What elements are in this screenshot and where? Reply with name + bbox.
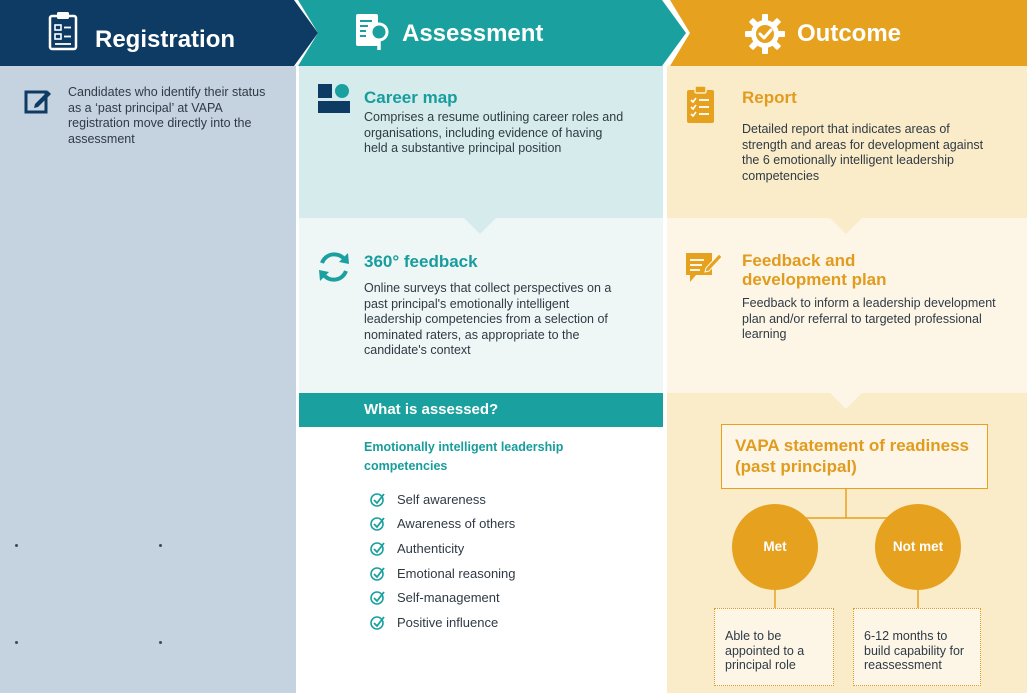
report-clipboard-icon	[686, 86, 716, 129]
competency-label: Self awareness	[397, 491, 486, 507]
competency-label: Awareness of others	[397, 516, 516, 532]
feedback-360-description: Online surveys that collect perspectives on a past principal's emotionally intelligent leadership competencies from a selection of nominated raters, as appropriate to the candidate's context	[364, 281, 612, 357]
list-item	[370, 610, 516, 635]
dot-marker	[159, 641, 162, 644]
feedback-plan-description: Feedback to inform a leadership development plan and/or referral to targeted professional learning	[742, 296, 996, 341]
competency-list	[370, 487, 516, 635]
list-item	[370, 512, 516, 537]
career-map-title: Career map	[364, 88, 458, 107]
career-map-description: Comprises a resume outlining career roles and organisations, including evidence of having held a substantive principal position	[364, 110, 624, 155]
competency-label: Emotional reasoning	[397, 565, 516, 581]
list-item	[370, 561, 516, 586]
feedback-speech-icon	[684, 249, 724, 292]
competency-label: Authenticity	[397, 540, 465, 556]
document-magnifier-icon	[354, 12, 394, 57]
competency-label: Positive influence	[397, 614, 499, 630]
check-circle-icon	[370, 566, 385, 581]
feedback-plan-title: Feedback and development plan	[742, 251, 887, 289]
competency-label: Self-management	[397, 590, 500, 606]
assessment-heading: Assessment	[402, 20, 544, 47]
check-circle-icon	[370, 492, 385, 507]
competencies-subtitle: Emotionally intelligent leadership competencies	[364, 440, 564, 473]
refresh-cycle-icon	[315, 248, 353, 291]
dot-marker	[15, 641, 18, 644]
report-notch	[830, 218, 862, 234]
check-circle-icon	[370, 516, 385, 531]
met-outcome-text: Able to be appointed to a principal role	[725, 629, 805, 672]
feedback-360-title: 360° feedback	[364, 252, 478, 271]
list-item	[370, 585, 516, 610]
gear-check-icon	[744, 13, 786, 60]
not-met-label: Not met	[892, 539, 944, 554]
not-met-outcome-box	[853, 608, 981, 686]
report-description: Detailed report that indicates areas of strength and areas for development against the 6 emotionally intelligent leadership competencies	[742, 122, 984, 183]
list-item	[370, 487, 516, 512]
not-met-outcome-text: 6-12 months to build capability for reassessment	[864, 629, 965, 672]
clipboard-form-icon	[48, 11, 78, 56]
career-map-icon	[318, 84, 350, 119]
statement-title: VAPA statement of readiness (past principal)	[735, 436, 969, 476]
edit-square-icon	[24, 87, 54, 120]
met-outcome-box	[714, 608, 834, 686]
met-label: Met	[763, 539, 787, 554]
outcome-heading: Outcome	[797, 20, 902, 47]
list-item	[370, 536, 516, 561]
registration-heading: Registration	[95, 26, 236, 53]
what-assessed-title: What is assessed?	[364, 401, 499, 418]
check-circle-icon	[370, 615, 385, 630]
feedback-plan-notch	[830, 393, 862, 409]
registration-description: Candidates who identify their status as a ‘past principal’ at VAPA registration move directly into the assessment	[68, 85, 266, 146]
career-map-notch	[464, 218, 496, 234]
report-title: Report	[742, 88, 797, 107]
dot-marker	[15, 544, 18, 547]
dot-marker	[159, 544, 162, 547]
check-circle-icon	[370, 590, 385, 605]
check-circle-icon	[370, 541, 385, 556]
